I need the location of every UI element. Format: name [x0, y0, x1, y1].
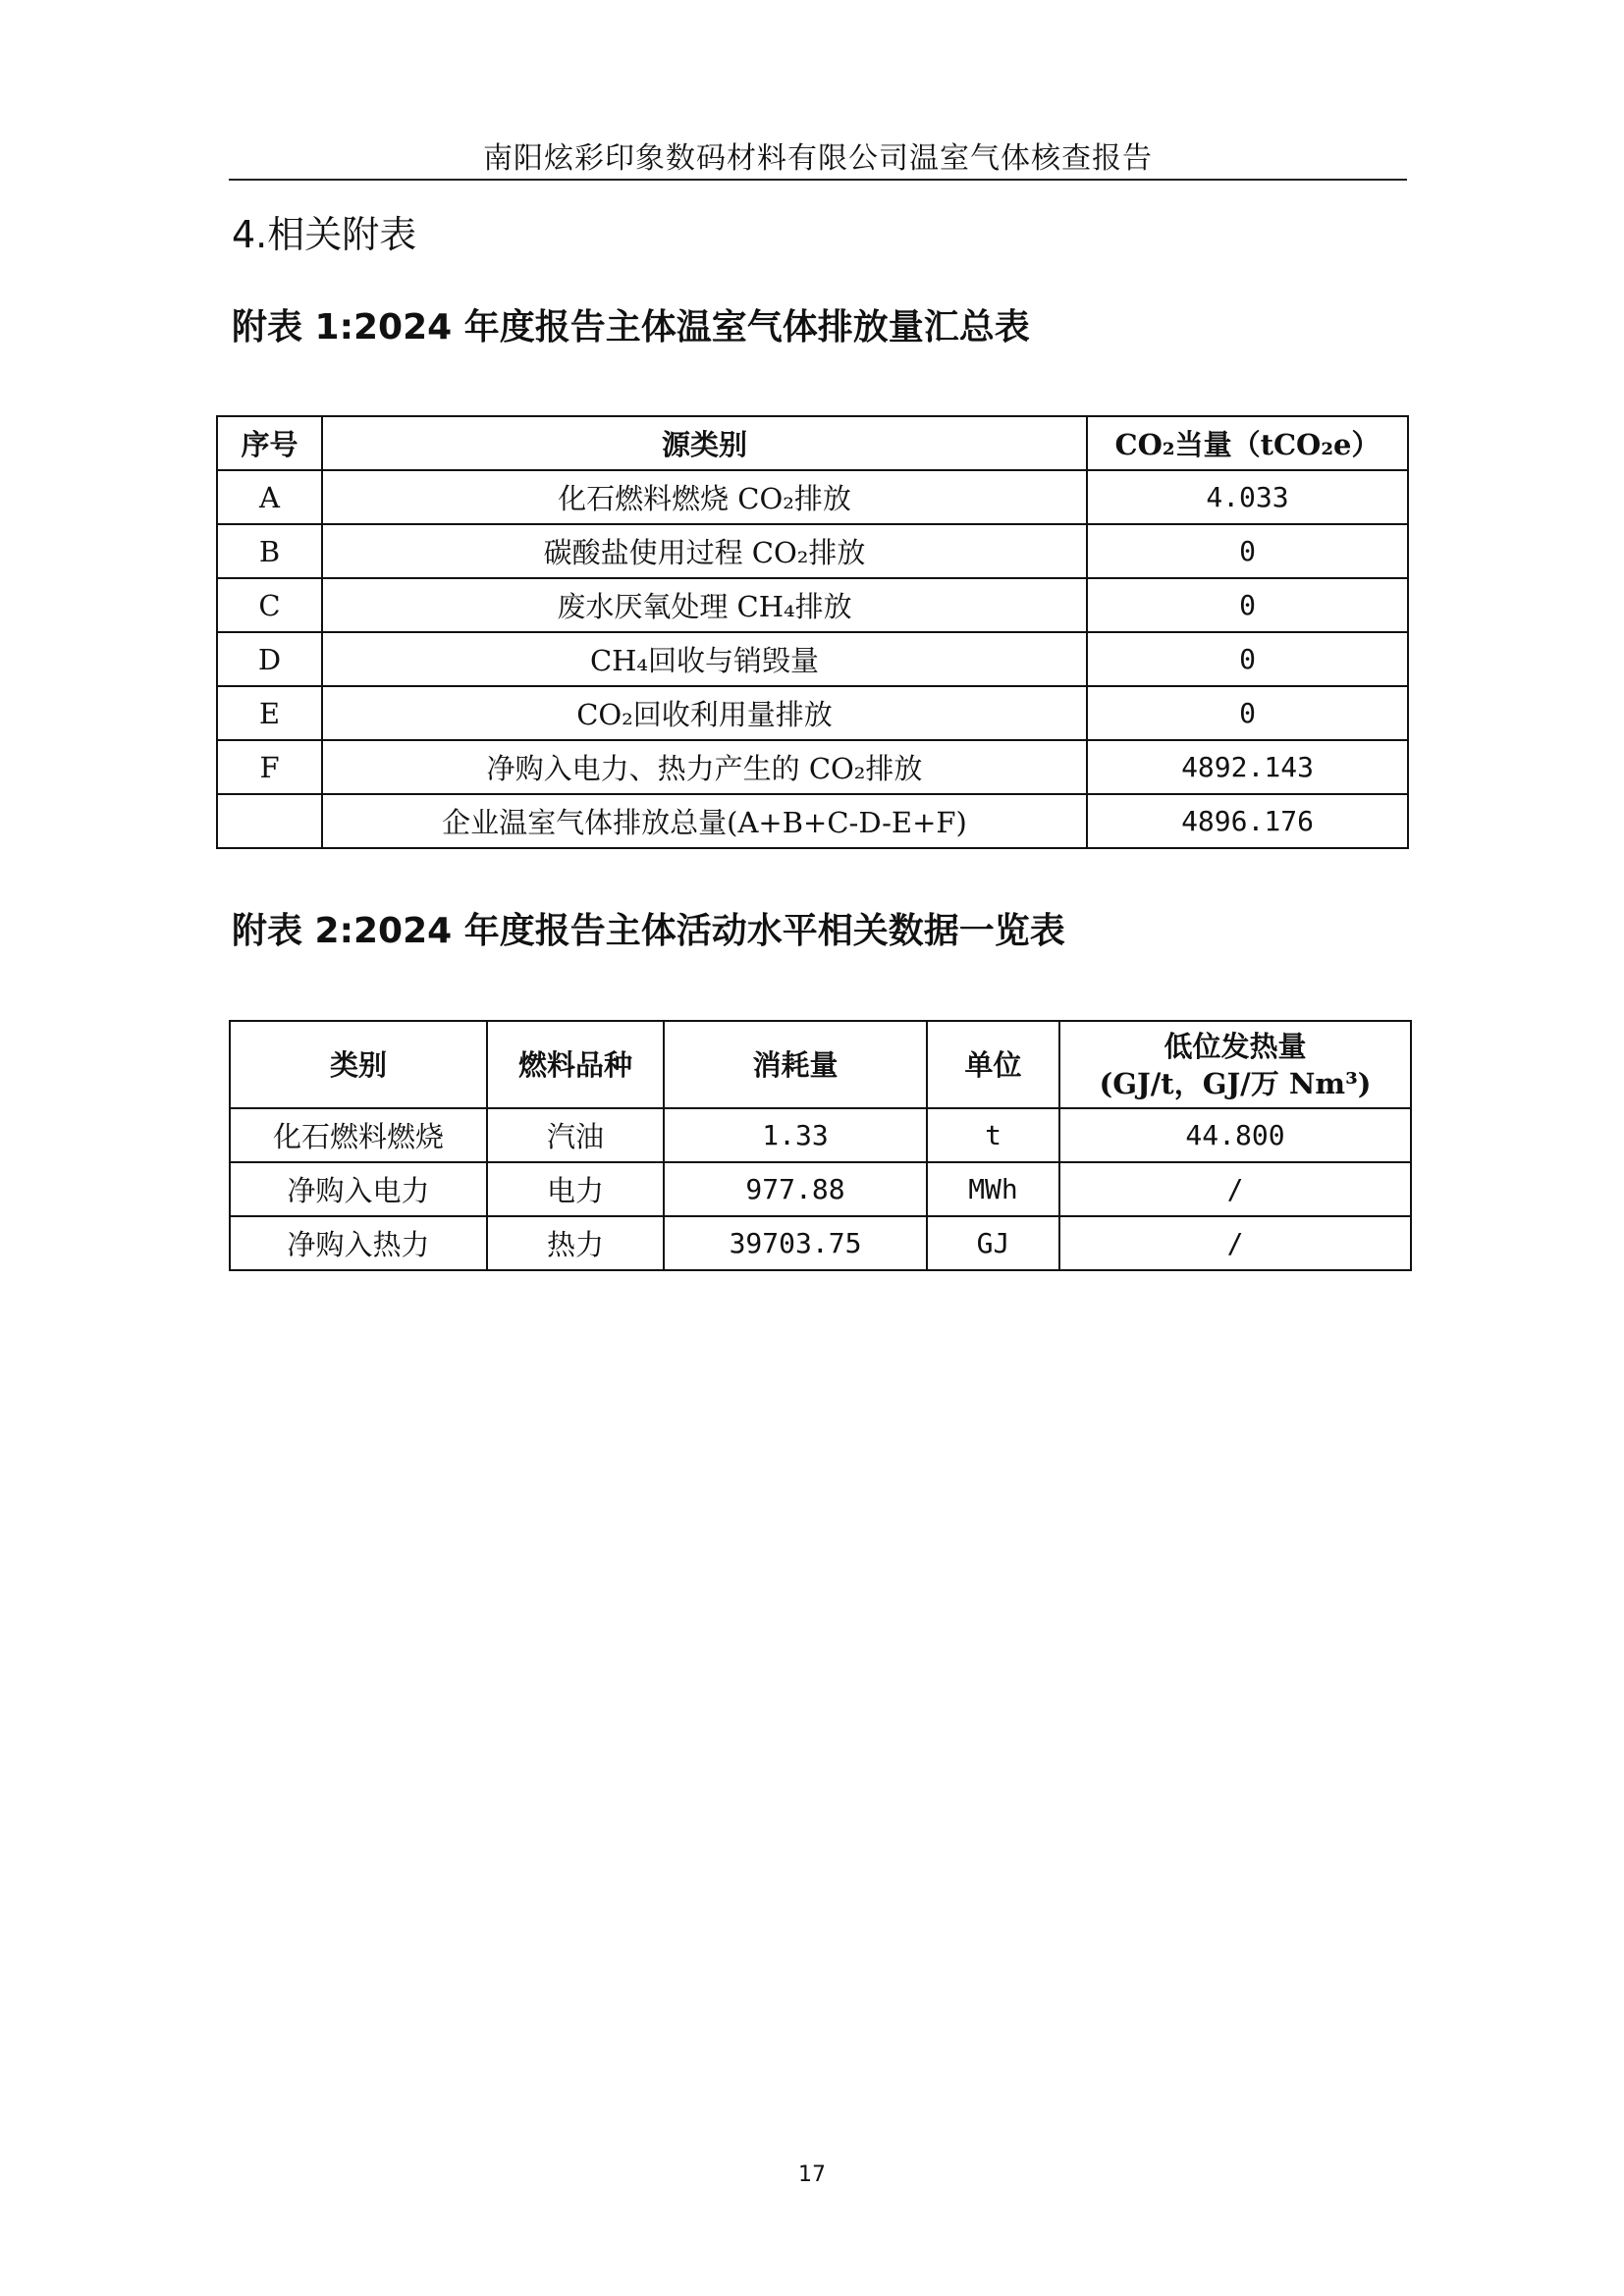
row-id: C — [217, 578, 322, 632]
table2-title: 附表 2:2024 年度报告主体活动水平相关数据一览表 — [232, 911, 1065, 951]
heat-value-label: 低位发热量 — [1164, 1029, 1307, 1063]
row-value: 4.033 — [1087, 470, 1408, 524]
row-unit: MWh — [927, 1162, 1059, 1216]
table-total-row — [217, 794, 1408, 848]
row-id: B — [217, 524, 322, 578]
row-category: 化石燃料燃烧 — [230, 1108, 487, 1162]
row-unit: GJ — [927, 1216, 1059, 1270]
row-unit: t — [927, 1108, 1059, 1162]
table-row — [217, 470, 1408, 524]
row-id: D — [217, 632, 322, 686]
section-title: 4.相关附表 — [232, 213, 417, 256]
column-header-source: 源类别 — [322, 416, 1087, 470]
row-fuel: 电力 — [487, 1162, 664, 1216]
row-consumption: 977.88 — [664, 1162, 927, 1216]
row-value: 0 — [1087, 524, 1408, 578]
column-header-fuel: 燃料品种 — [487, 1021, 664, 1108]
row-consumption: 1.33 — [664, 1108, 927, 1162]
row-category: 净购入电力 — [230, 1162, 487, 1216]
table-header-row — [217, 416, 1408, 470]
table-row — [230, 1108, 1411, 1162]
row-consumption: 39703.75 — [664, 1216, 927, 1270]
row-source: CO₂回收利用量排放 — [322, 686, 1087, 740]
report-header: 南阳炫彩印象数码材料有限公司温室气体核查报告 — [483, 141, 1153, 176]
row-value: 0 — [1087, 578, 1408, 632]
row-heat-value: / — [1059, 1216, 1411, 1270]
table-row — [230, 1216, 1411, 1270]
column-header-unit: 单位 — [927, 1021, 1059, 1108]
row-source: 废水厌氧处理 CH₄排放 — [322, 578, 1087, 632]
row-id — [217, 794, 322, 848]
table-header-row — [230, 1021, 1411, 1108]
row-value: 4896.176 — [1087, 794, 1408, 848]
column-header-category: 类别 — [230, 1021, 487, 1108]
row-value: 0 — [1087, 686, 1408, 740]
row-value: 0 — [1087, 632, 1408, 686]
row-source: 化石燃料燃烧 CO₂排放 — [322, 470, 1087, 524]
emissions-summary-table — [216, 415, 1409, 849]
row-source: 企业温室气体排放总量(A+B+C-D-E+F) — [322, 794, 1087, 848]
column-header-heat-value — [1059, 1021, 1411, 1108]
row-fuel: 汽油 — [487, 1108, 664, 1162]
table-row — [230, 1162, 1411, 1216]
header-divider — [229, 179, 1407, 181]
row-heat-value: 44.800 — [1059, 1108, 1411, 1162]
table-row — [217, 686, 1408, 740]
row-id: E — [217, 686, 322, 740]
table-row — [217, 578, 1408, 632]
row-source: 碳酸盐使用过程 CO₂排放 — [322, 524, 1087, 578]
activity-data-table — [229, 1020, 1412, 1271]
table-row — [217, 524, 1408, 578]
row-value: 4892.143 — [1087, 740, 1408, 794]
column-header-consumption: 消耗量 — [664, 1021, 927, 1108]
column-header-index: 序号 — [217, 416, 322, 470]
row-category: 净购入热力 — [230, 1216, 487, 1270]
row-id: A — [217, 470, 322, 524]
table-row — [217, 740, 1408, 794]
table-row — [217, 632, 1408, 686]
row-id: F — [217, 740, 322, 794]
heat-value-unit: (GJ/t，GJ/万 Nm³) — [1099, 1066, 1372, 1100]
row-source: 净购入电力、热力产生的 CO₂排放 — [322, 740, 1087, 794]
column-header-co2e: CO₂当量（tCO₂e） — [1087, 416, 1408, 470]
row-heat-value: / — [1059, 1162, 1411, 1216]
row-source: CH₄回收与销毁量 — [322, 632, 1087, 686]
page-number: 17 — [798, 2163, 826, 2187]
row-fuel: 热力 — [487, 1216, 664, 1270]
table1-title: 附表 1:2024 年度报告主体温室气体排放量汇总表 — [232, 307, 1030, 347]
